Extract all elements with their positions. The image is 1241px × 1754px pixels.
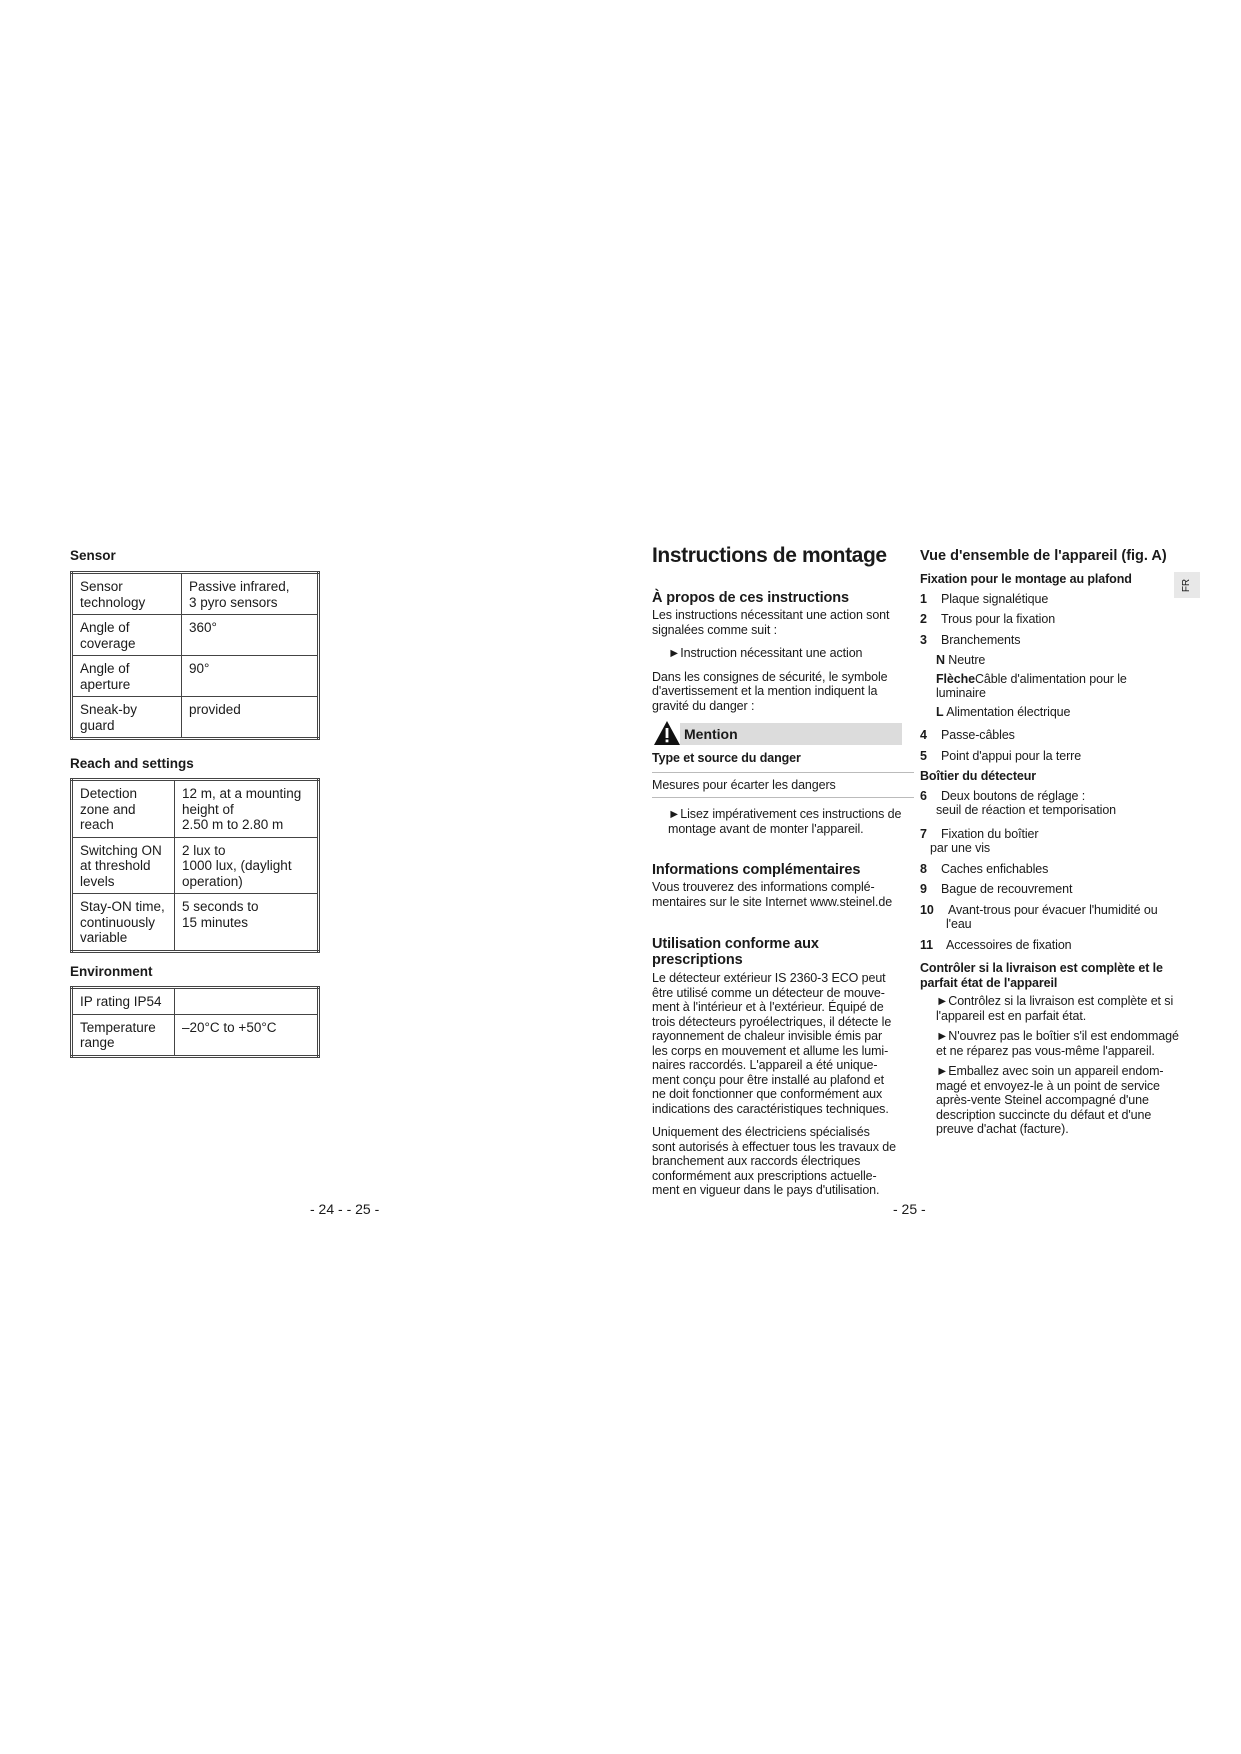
- use-paragraph-1: Le détecteur extérieur IS 2360-3 ECO peut être utilisé comme un détecteur de mouve- ment à l'intérieur et à l'extérieur. Équipé de trois détecteurs pyroélectriques, il détecte le rayonnement de chaleur invisible émis par les corps en mouvement et allume les lumi- naires raccordés. L'appareil a été unique- ment conçu pour être installé au plafond et ne doit fonctionner que conformément aux indications des caractéristiques techniques.: [652, 971, 892, 1116]
- language-tab: FR: [1174, 572, 1200, 598]
- sensor-heading: Sensor: [70, 548, 116, 563]
- sensor-table: [70, 571, 320, 740]
- environment-value-cell: –20°C to +50°C: [175, 1014, 319, 1056]
- check-action: ►Emballez avec soin un appareil endom- magé et envoyez-le à un point de service après-vente Steinel accompagné d'une description succincte du défaut et d'une preuve d'achat (facture).: [936, 1064, 1164, 1136]
- environment-label-cell: Temperature range: [72, 1014, 175, 1056]
- sensor-row: [72, 697, 319, 739]
- reach-value-cell: 12 m, at a mounting height of 2.50 m to 2.80 m: [175, 780, 319, 838]
- overview-item: 5 Point d'appui pour la terre: [920, 748, 1082, 763]
- warning-triangle-icon: [653, 720, 681, 746]
- reach-label-cell: Stay-ON time, continuously variable: [72, 894, 175, 952]
- reach-label-cell: Detection zone and reach: [72, 780, 175, 838]
- sensor-value-cell: provided: [182, 697, 319, 739]
- sensor-value-cell: 360°: [182, 615, 319, 656]
- page-title: Instructions de montage: [652, 544, 887, 567]
- item-6-sub: seuil de réaction et temporisation: [936, 803, 1117, 817]
- info-heading: Informations complémentaires: [652, 862, 861, 878]
- overview-item: 1 Plaque signalétique: [920, 591, 1049, 606]
- environment-heading: Environment: [70, 964, 153, 979]
- reach-value-cell: 5 seconds to 15 minutes: [175, 894, 319, 952]
- about-paragraph-1: Les instructions nécessitant une action sont signalées comme suit :: [652, 608, 890, 637]
- reach-label-cell: Switching ON at threshold levels: [72, 837, 175, 894]
- reach-row: [72, 894, 319, 952]
- use-heading: Utilisation conforme aux prescriptions: [652, 936, 819, 968]
- overview-heading: Vue d'ensemble de l'appareil (fig. A): [920, 548, 1167, 564]
- reach-value-cell: 2 lux to 1000 lux, (daylight operation): [175, 837, 319, 894]
- about-action: ►Instruction nécessitant une action: [668, 646, 863, 660]
- sensor-label-cell: Sneak-by guard: [72, 697, 182, 739]
- environment-row: [72, 988, 319, 1015]
- left-page-number: - 24 - - 25 -: [310, 1201, 380, 1217]
- item-10-sub: l'eau: [946, 917, 972, 931]
- item-10: 10 Avant-trous pour évacuer l'humidité ou: [920, 902, 1158, 917]
- conn-neutral: N Neutre: [936, 653, 986, 667]
- item-6: 6 Deux boutons de réglage :: [920, 788, 1086, 803]
- sensor-row: [72, 656, 319, 697]
- sensor-row: [72, 573, 319, 615]
- conn-arrow: FlècheCâble d'alimentation pour le luminaire: [936, 671, 1127, 700]
- environment-row: [72, 1014, 319, 1056]
- environment-table: [70, 986, 320, 1058]
- conn-live: L Alimentation électrique: [936, 704, 1071, 719]
- sensor-value-cell: Passive infrared, 3 pyro sensors: [182, 573, 319, 615]
- environment-label-cell: IP rating IP54: [72, 988, 175, 1015]
- sensor-label-cell: Angle of coverage: [72, 615, 182, 656]
- danger-divider-2: [652, 797, 914, 798]
- item-9: 9 Bague de recouvrement: [920, 882, 1073, 896]
- reach-table: [70, 778, 320, 953]
- right-page-number: - 25 -: [893, 1201, 926, 1217]
- danger-divider-1: [652, 772, 914, 773]
- use-section: [652, 936, 916, 1198]
- check-action: ►Contrôlez si la livraison est complète et si l'appareil est en parfait état.: [936, 994, 1174, 1023]
- housing-heading: Boîtier du détecteur: [920, 769, 1037, 783]
- environment-value-cell: [175, 988, 319, 1015]
- read-instruction: ►Lisez impérativement ces instructions de montage avant de monter l'appareil.: [668, 807, 902, 836]
- mention-label: Mention: [684, 726, 738, 742]
- item-8: 8 Caches enfichables: [920, 861, 1049, 876]
- info-section: Informations complémentaires Vous trouverez des informations complé- mentaires sur le site Internet www.steinel.de: [652, 862, 916, 909]
- item-7: 7 Fixation du boîtier: [920, 826, 1039, 841]
- sensor-value-cell: 90°: [182, 656, 319, 697]
- overview-item: 4 Passe-câbles: [920, 728, 1015, 742]
- danger-type: Type et source du danger: [652, 751, 801, 765]
- sensor-label-cell: Angle of aperture: [72, 656, 182, 697]
- item-11: 11 Accessoires de fixation: [920, 937, 1072, 952]
- sensor-label-cell: Sensor technology: [72, 573, 182, 615]
- overview-item: 2 Trous pour la fixation: [920, 612, 1056, 626]
- use-paragraph-2: Uniquement des électriciens spécialisés sont autorisés à effectuer tous les travaux de branchement aux raccords électriques conformément aux prescriptions actuelle- ment en vigueur dans le pays d'utilisation.: [652, 1125, 896, 1197]
- sensor-row: [72, 615, 319, 656]
- check-action: ►N'ouvrez pas le boîtier s'il est endommagé et ne réparez pas vous-même l'appareil.: [936, 1029, 1179, 1058]
- about-paragraph-2: Dans les consignes de sécurité, le symbole d'avertissement et la mention indiquent la gravité du danger :: [652, 669, 888, 713]
- reach-row: [72, 780, 319, 838]
- overview-item: 3 Branchements: [920, 632, 1021, 647]
- reach-row: [72, 837, 319, 894]
- ceiling-heading: Fixation pour le montage au plafond: [920, 572, 1132, 586]
- check-heading: Contrôler si la livraison est complète et le parfait état de l'appareil: [920, 961, 1163, 990]
- reach-heading: Reach and settings: [70, 756, 194, 771]
- middle-column: [652, 590, 912, 722]
- danger-measures: Mesures pour écarter les dangers: [652, 777, 836, 792]
- danger-block: [652, 751, 914, 798]
- item-7-sub: par une vis: [930, 841, 991, 855]
- about-heading: À propos de ces instructions: [652, 590, 850, 606]
- overview-list: [920, 572, 1182, 1143]
